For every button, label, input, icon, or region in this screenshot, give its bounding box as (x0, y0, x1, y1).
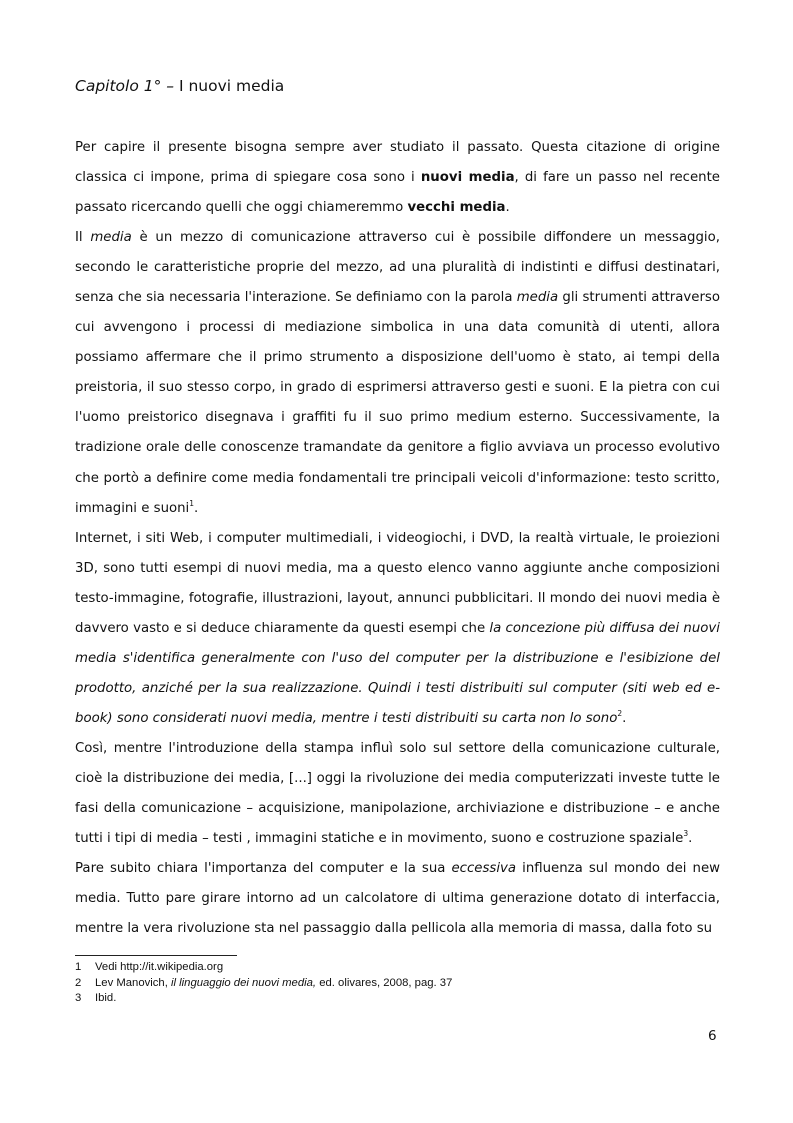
paragraph-1 (75, 133, 720, 223)
text-run: Per capire il presente bisogna sempre aver studiato il passato. Questa citazione di origine classica ci impone, prima di spiegare cosa sono i (75, 140, 720, 186)
footnote-book-title: il linguaggio dei nuovi media, (170, 976, 317, 989)
footnote-number: 1 (75, 961, 82, 973)
chapter-title: I nuovi media (178, 77, 285, 95)
text-run: è un mezzo di comunicazione attraverso cui è possibile diffondere un messaggio, secondo le caratteristiche proprie del mezzo, ad una pluralità di indistinti e diffusi destinatari, senza che sia necessaria l'interazione. Se definiamo con la parola (75, 230, 720, 306)
footnote-2 (75, 976, 452, 992)
footnote-number: 2 (75, 976, 82, 989)
text-run: , di fare un passo nel recente passato ricercando quelli che oggi chiameremmo (75, 170, 720, 216)
footnote-3 (75, 991, 452, 1007)
footnote-1 (75, 960, 452, 976)
text-run: . (622, 710, 627, 726)
paragraph-2 (75, 223, 720, 523)
bold-term-nuovi-media: nuovi media (420, 170, 515, 186)
footnote-separator (75, 955, 237, 956)
footnote-number: 3 (75, 992, 82, 1004)
text-run: . (505, 200, 510, 216)
text-run: gli strumenti attraverso cui avvengono i processi di mediazione simbolica in una data comunità di utenti, allora possiamo affermare che il primo strumento a disposizione dell'uomo è stato, ai tempi della preistoria, il suo stesso corpo, in grado di esprimersi attraverso gesti e suoni. E la pietra con cui l'uomo preistorico disegnava i graffiti fu il suo primo medium esterno. Successivamente, la tradizione orale delle conoscenze tramandate da genitore a figlio avviava un processo evolutivo che portò a definire come media fondamentali tre principali veicoli d'informazione: testo scritto, immagini e suoni (75, 290, 720, 516)
paragraph-3 (75, 524, 720, 734)
footnote-ref-1[interactable]: 1 (189, 498, 195, 508)
paragraph-4 (75, 734, 720, 854)
chapter-label: Capitolo 1° – (75, 77, 175, 95)
footnote-ref-2[interactable]: 2 (617, 708, 623, 718)
italic-term: eccessiva (451, 861, 517, 877)
page-number: 6 (708, 1028, 717, 1044)
text-run: influenza sul mondo dei new media. Tutto pare girare intorno ad un calcolatore di ultima generazione dotato di interfaccia, mentre la vera rivoluzione sta nel passaggio dalla pellicola alla memoria di massa, dalla foto su (75, 861, 720, 937)
italic-term: media (516, 290, 559, 306)
body-text (75, 133, 720, 944)
text-run: Internet, i siti Web, i computer multimediali, i videogiochi, i DVD, la realtà virtuale, le proiezioni 3D, sono tutti esempi di nuovi media, ma a questo elenco vanno aggiunte anche composizioni testo-immagine, fotografie, illustrazioni, layout, annunci pubblicitari. Il mondo dei nuovi media è davvero vasto e si deduce chiaramente da questi esempi che (75, 530, 720, 636)
footnote-ref-3[interactable]: 3 (683, 829, 689, 839)
bold-term-vecchi-media: vecchi media (407, 200, 506, 216)
footnote-text: Vedi http://it.wikipedia.org (95, 961, 224, 973)
footnote-text: Lev Manovich, (95, 976, 171, 989)
text-run: Pare subito chiara l'importanza del computer e la sua (75, 861, 452, 877)
text-run: Il (75, 230, 91, 246)
italic-quote: la concezione più diffusa dei nuovi media s'identifica generalmente con l'uso del computer per la distribuzione e l'esibizione del prodotto, anziché per la sua realizzazione. Quindi i testi distribuiti sul computer (siti web ed e-book) sono considerati nuovi media, mentre i testi distribuiti su carta non lo sono (75, 620, 720, 726)
chapter-heading (75, 77, 284, 95)
footnotes (75, 960, 452, 1007)
text-run: . (688, 831, 693, 847)
text-run: Così, mentre l'introduzione della stampa influì solo sul settore della comunicazione culturale, cioè la distribuzione dei media, [...] oggi la rivoluzione dei media computerizzati investe tutte le fasi della comunicazione – acquisizione, manipolazione, archiviazione e distribuzione – e anche tutti i tipi di media – testi , immagini statiche e in movimento, suono e costruzione spaziale (75, 740, 720, 847)
text-run: . (194, 500, 199, 516)
footnote-text: ed. olivares, 2008, pag. 37 (316, 976, 453, 989)
footnote-text: Ibid. (95, 992, 117, 1004)
paragraph-5 (75, 854, 720, 944)
italic-term: media (90, 230, 132, 246)
